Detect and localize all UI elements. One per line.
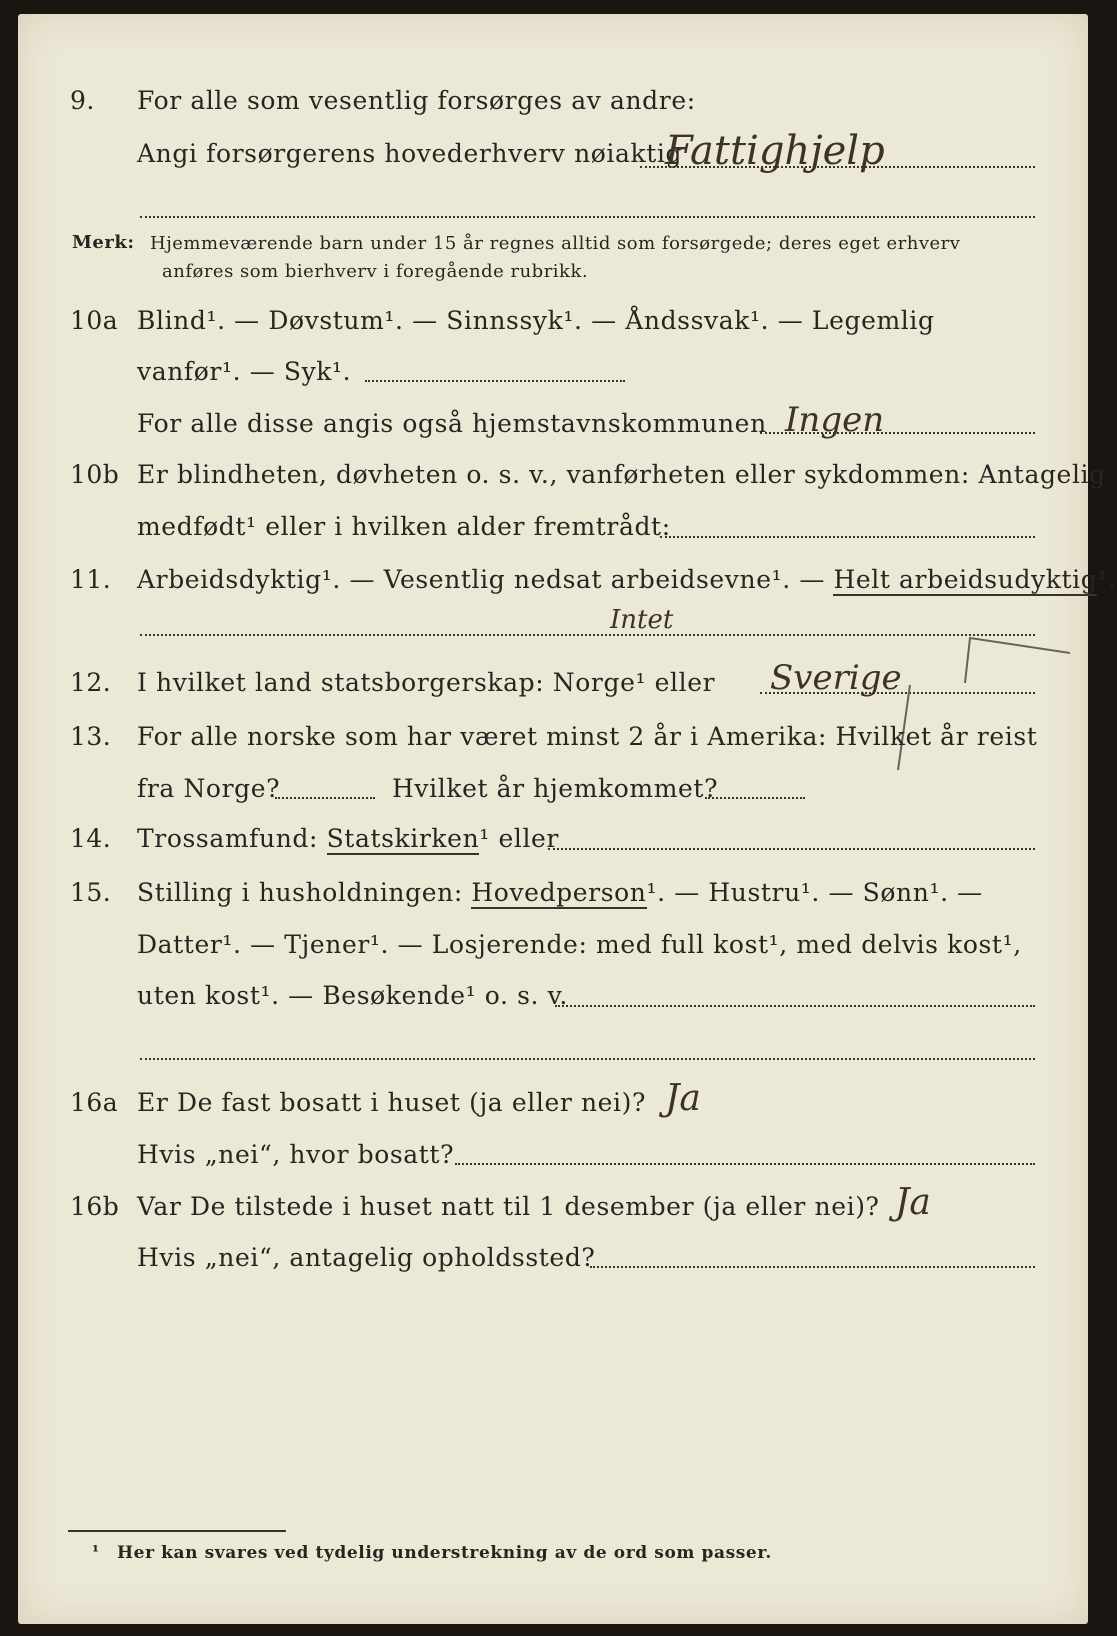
answer-line — [705, 797, 805, 799]
question-10a-line-3: For alle disse angis også hjemstavnskommunen — [137, 409, 767, 438]
underlined-answer-14: Statskirken — [326, 824, 480, 853]
question-15-line-3: uten kost¹. — Besøkende¹ o. s. v. — [137, 981, 568, 1010]
question-16a-line-2: Hvis „nei“, hvor bosatt? — [137, 1140, 455, 1169]
question-11-line — [137, 565, 1117, 594]
question-number-11: 11. — [70, 565, 112, 594]
question-number-16a: 16a — [70, 1088, 119, 1117]
question-number-12: 12. — [70, 668, 112, 697]
question-10a-line-2: vanfør¹. — Syk¹. — [137, 357, 352, 386]
question-number-13: 13. — [70, 722, 112, 751]
question-9-line-1: For alle som vesentlig forsørges av andre: — [137, 86, 696, 115]
footnote-mark: ¹ — [92, 1542, 100, 1561]
note-line-2: anføres som bierhverv i foregående rubrikk. — [162, 261, 589, 282]
underlined-answer-11: Helt arbeidsudyktig — [833, 565, 1098, 594]
handwritten-answer-16b: Ja — [895, 1182, 931, 1223]
handwritten-answer-12: Sverige — [770, 658, 902, 698]
question-10b-line-1: Er blindheten, døvheten o. s. v., vanførheten eller sykdommen: Antagelig — [137, 460, 1106, 489]
divider-line — [140, 216, 1035, 218]
note-label: Merk: — [72, 232, 135, 253]
question-14-label: Trossamfund: — [137, 824, 319, 853]
question-15-options: ¹. — Hustru¹. — Sønn¹. — — [646, 878, 983, 907]
question-11-tail: ¹. — [1097, 565, 1117, 594]
census-form-page — [18, 14, 1088, 1624]
answer-line — [365, 380, 625, 382]
question-11-text: Arbeidsdyktig¹. — Vesentlig nedsat arbeidsevne¹. — — [137, 565, 834, 594]
note-line-1: Hjemmeværende barn under 15 år regnes alltid som forsørgede; deres eget erhverv — [150, 233, 961, 254]
answer-line — [455, 1163, 1035, 1165]
answer-line — [660, 536, 1035, 538]
question-15-line-2: Datter¹. — Tjener¹. — Losjerende: med full kost¹, med delvis kost¹, — [137, 930, 1022, 959]
question-13-line-2b: Hvilket år hjemkommet? — [392, 774, 719, 803]
question-13-line-1: For alle norske som har været minst 2 år i Amerika: Hvilket år reist — [137, 722, 1038, 751]
handwritten-annotation-12: Intet — [610, 605, 674, 635]
footnote-text: Her kan svares ved tydelig understrekning av de ord som passer. — [117, 1543, 772, 1563]
handwritten-answer-10a: Ingen — [785, 400, 885, 440]
question-number-10b: 10b — [70, 460, 120, 489]
question-number-15: 15. — [70, 878, 112, 907]
question-15-label: Stilling i husholdningen: — [137, 878, 463, 907]
question-10b-line-2: medfødt¹ eller i hvilken alder fremtrådt: — [137, 512, 671, 541]
question-9-line-2: Angi forsørgerens hovederhverv nøiaktig — [137, 139, 683, 168]
divider-line — [140, 634, 1035, 636]
divider-line — [140, 1058, 1035, 1060]
question-15-line-1 — [137, 878, 983, 907]
question-10a-line-1: Blind¹. — Døvstum¹. — Sinnssyk¹. — Åndssvak¹. — Legemlig — [137, 306, 935, 335]
question-number-14: 14. — [70, 824, 112, 853]
question-12-text: I hvilket land statsborgerskap: Norge¹ eller — [137, 668, 716, 697]
question-13-line-2a: fra Norge? — [137, 774, 281, 803]
footnote-rule — [68, 1530, 286, 1532]
underlined-answer-15: Hovedperson — [471, 878, 647, 907]
question-16b-line-1: Var De tilstede i huset natt til 1 desember (ja eller nei)? — [137, 1192, 880, 1221]
question-number-9: 9. — [70, 86, 95, 115]
answer-line — [275, 797, 375, 799]
question-16a-line-1: Er De fast bosatt i huset (ja eller nei)? — [137, 1088, 646, 1117]
answer-line — [555, 1005, 1035, 1007]
question-number-16b: 16b — [70, 1192, 120, 1221]
question-16b-line-2: Hvis „nei“, antagelig opholdssted? — [137, 1243, 596, 1272]
question-number-10a: 10a — [70, 306, 119, 335]
handwritten-answer-16a: Ja — [665, 1078, 701, 1119]
handwritten-answer-9: Fattighjelp — [665, 128, 885, 174]
question-14-line — [137, 824, 559, 853]
pencil-mark — [960, 628, 1075, 688]
answer-line — [548, 848, 1035, 850]
answer-line — [590, 1266, 1035, 1268]
question-14-tail: ¹ eller — [479, 824, 559, 853]
